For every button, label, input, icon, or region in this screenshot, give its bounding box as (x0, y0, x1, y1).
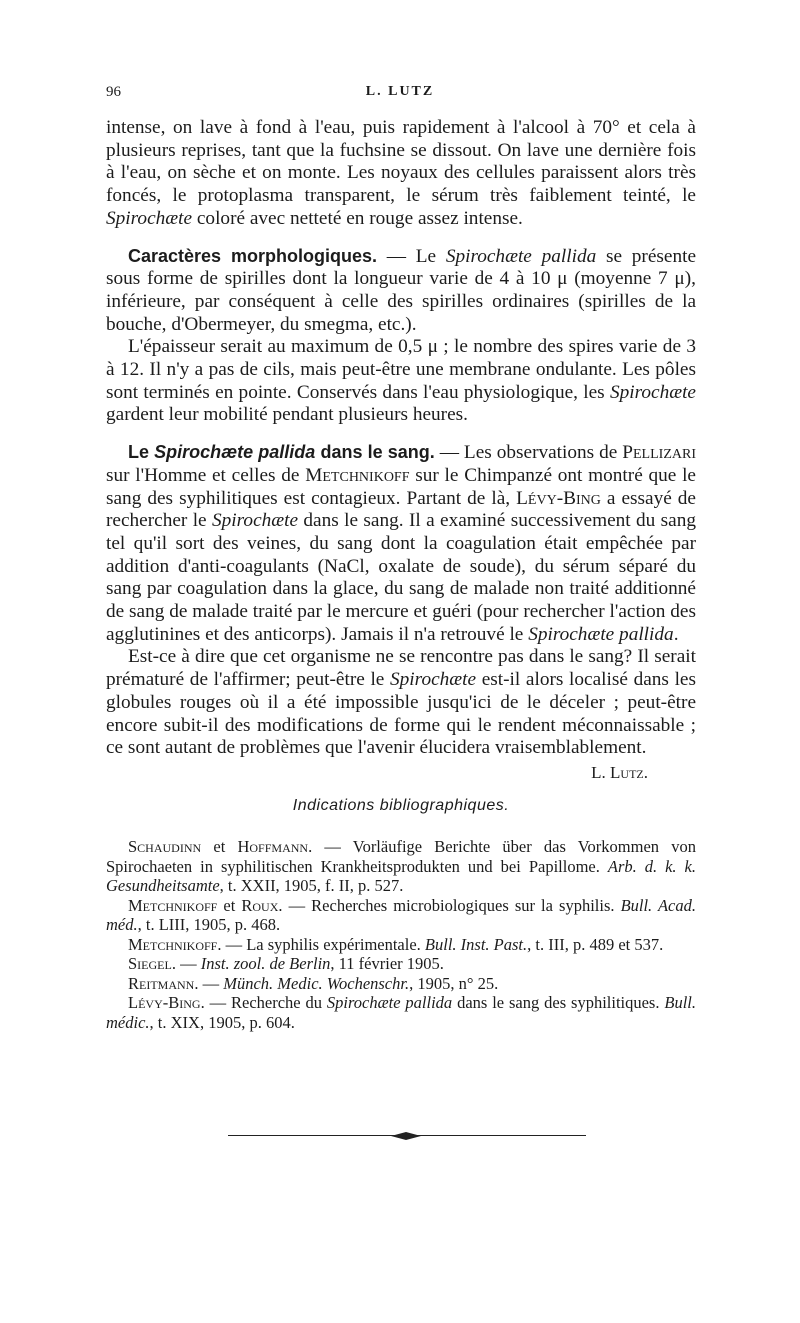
author-name: Hoffmann (237, 837, 309, 857)
diamond-ornament-icon (391, 1131, 421, 1141)
species-name: Spirochæte (212, 510, 299, 532)
author-name: Roux (241, 895, 279, 915)
text-run: — Les observations de (434, 442, 623, 464)
species-name: Spirochæte (106, 207, 193, 229)
bibliography-title: Indications bibliographiques. (292, 796, 510, 814)
journal-name: Inst. zool. de Berlin (200, 954, 331, 974)
journal-name: Arb. d. k. k. Gesundheitsamte (106, 856, 696, 896)
author-name: Siegel (128, 954, 172, 974)
text-run: est-il alors localisé dans les globules rouges où il a été impossible jusqu'ici de le déceler ; peut-être encore subit-il des modifications de forme qui le rendent méconnaissable ; ce sont autant de problèmes que l'avenir élucidera vraisemblablement. (106, 669, 696, 759)
author-name: Metchnikoff (128, 895, 218, 915)
title-run: dans le sang. (315, 442, 435, 463)
page-header (0, 84, 800, 106)
species-name: Spirochæte pallida (445, 245, 597, 267)
text-run: . — (194, 973, 224, 993)
author-name: Pellizari (622, 442, 696, 464)
paragraph-staining (106, 117, 696, 231)
journal-name: Bull. Inst. Past. (424, 934, 528, 954)
journal-name: Bull. Acad. méd. (106, 895, 696, 935)
text-run: intense, on lave à fond à l'eau, puis rapidement à l'alcool à 70° et cela à plusieurs reprises, tant que la fuchsine se dissout. On lave une dernière fois à l'eau, on sèche et on monte. Les noyaux des cellules paraissent alors très foncés, le protoplasma transparent, le sérum très faiblement teinté, le (106, 117, 696, 207)
running-head: L. LUTZ (365, 84, 435, 99)
text-run: , 11 février 1905. (330, 954, 444, 974)
author-name: Reitmann (128, 973, 195, 993)
author-name: Lévy-Bing (516, 487, 601, 509)
text-run: . — Recherches microbiologiques sur la syphilis. (278, 895, 621, 915)
paragraph-blood (106, 441, 696, 646)
author-name: Metchnikoff (305, 464, 410, 486)
bibliography-entry (106, 935, 696, 955)
text-run: , t. LIII, 1905, p. 468. (137, 915, 281, 935)
paragraph-conclusion (106, 646, 696, 760)
page-number: 96 (106, 84, 121, 100)
author-name: Metchnikoff (128, 934, 218, 954)
species-name: Spirochæte (390, 669, 477, 691)
text-run: gardent leur mobilité pendant plusieurs heures. (106, 404, 468, 426)
text-run: — Le (376, 245, 446, 267)
text-run: . — Vorläufige Berichte über das Vorkommen von Spirochaeten in syphilitischen Krankheitsprodukten und bei Papillome. (106, 837, 696, 876)
title-run: Le (128, 442, 155, 463)
section-title-blood (128, 442, 435, 462)
paragraph-thickness (106, 336, 696, 427)
species-name: Spirochæte pallida (326, 993, 453, 1013)
text-run: et (201, 837, 238, 857)
section-title-morphology: Caractères morphologiques. (128, 245, 377, 266)
journal-name: Bull. médic. (106, 993, 696, 1032)
text-run: . — La syphilis expérimentale. (217, 934, 425, 954)
text-run: , t. XIX, 1905, p. 604. (149, 1012, 295, 1032)
journal-name: Münch. Medic. Wochenschr. (223, 973, 410, 993)
text-run: coloré avec netteté en rouge assez intense. (192, 207, 523, 229)
author-signature: L. Lutz. (591, 762, 648, 782)
species-name: Spirochæte (609, 381, 696, 403)
text-run: se présente sous forme de spirilles dont la longueur varie de 4 à 10 μ (moyenne 7 μ), inférieure, par conséquent à celle des spirilles ordinaires (spirilles de la bouche, d'Obermeyer, du smegma, etc.). (106, 245, 696, 335)
text-run: et (217, 895, 242, 915)
species-name: Spirochæte pallida (528, 623, 674, 645)
text-run: sur l'Homme et celles de (106, 464, 306, 486)
text-run: . (673, 623, 679, 645)
paragraph-morphology (106, 245, 696, 337)
text-run: L'épaisseur serait au maximum de 0,5 μ ; le nombre des spires varie de 3 à 12. Il n'y a pas de cils, mais peut-être une membrane ondulante. Les pôles sont terminés en pointe. Conservés dans l'eau physiologique, les (106, 336, 696, 403)
text-run: . — (171, 954, 201, 974)
bibliography (106, 837, 696, 1032)
text-run: a essayé de rechercher le (106, 487, 696, 532)
text-run: dans le sang des syphilitiques. (452, 993, 665, 1013)
text-run: dans le sang. Il a examiné successivement du sang tel qu'il sort des veines, du sang dont la coagulation était empêchée par addition d'anti-coagulants (NaCl, oxalate de soude), du sérum séparé du sang par coagulation dans la glace, du sang de malade non traité additionné de sang de malade traité par le mercure et guéri (pour rechercher l'action des agglutinines et des anticorps). Jamais il n'a retrouvé le (106, 510, 697, 645)
bibliography-entry (106, 896, 696, 935)
text-run: , t. XXII, 1905, f. II, p. 527. (219, 876, 404, 896)
species-name: Spirochæte pallida (154, 442, 316, 463)
author-name: Schaudinn (128, 837, 202, 857)
bibliography-entry (106, 974, 696, 994)
text-run: . — Recherche du (200, 993, 327, 1013)
end-ornament (228, 1130, 586, 1142)
text-run: , t. III, p. 489 et 537. (527, 934, 664, 954)
text-run: Est-ce à dire que cet organisme ne se rencontre pas dans le sang? Il serait prématuré de l'affirmer; peut-être le (106, 646, 696, 691)
bibliography-entry (106, 993, 696, 1032)
text-run: , 1905, n° 25. (409, 973, 499, 993)
author-name: Lévy-Bing (128, 993, 201, 1013)
page-body (106, 117, 696, 1032)
bibliography-entry (106, 837, 696, 896)
bibliography-entry (106, 954, 696, 974)
text-run: sur le Chimpanzé ont montré que le sang des syphilitiques est contagieux. Partant de là, (106, 464, 696, 509)
